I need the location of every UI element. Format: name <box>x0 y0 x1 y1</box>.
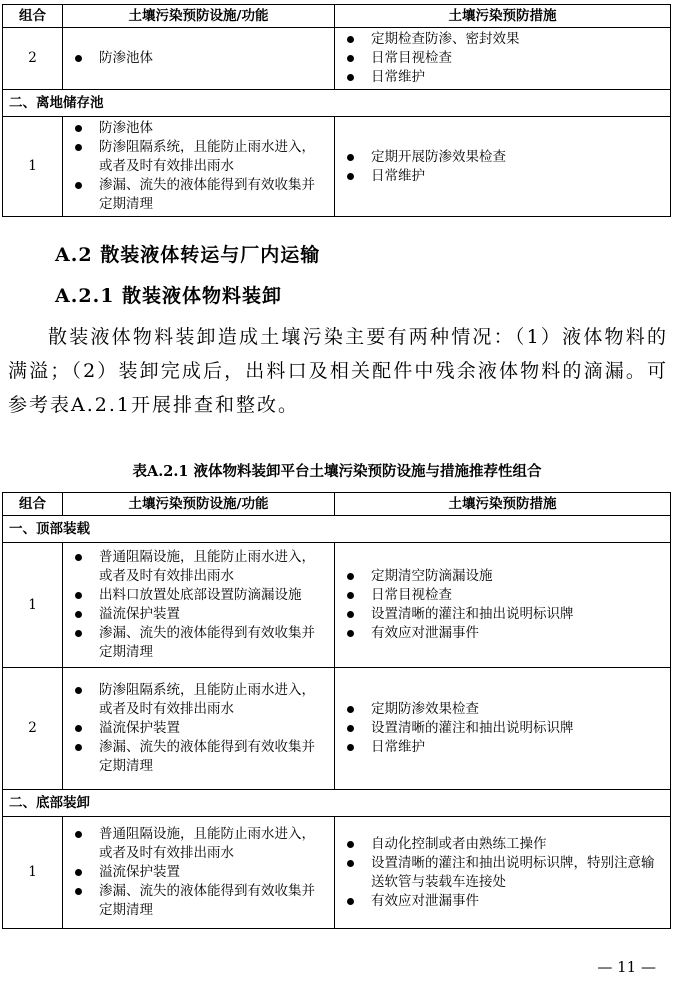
section-row <box>3 90 671 117</box>
table-row <box>3 28 671 90</box>
bullet-item: 定期防渗效果检查 <box>341 700 664 719</box>
bullet-item: 渗漏、流失的液体能得到有效收集并定期清理 <box>69 176 328 214</box>
header-combination: 组合 <box>3 5 63 28</box>
table-header-row <box>3 5 671 28</box>
table-a-2-1 <box>2 492 671 929</box>
bullet-item: 防渗池体 <box>69 49 328 68</box>
facility-cell <box>63 117 335 217</box>
facility-cell <box>63 543 335 668</box>
section-title: 二、离地储存池 <box>3 90 671 117</box>
bullet-item: 定期清空防滴漏设施 <box>341 567 664 586</box>
bullet-item: 溢流保护装置 <box>69 863 328 882</box>
bullet-item: 防渗阻隔系统，且能防止雨水进入，或者及时有效排出雨水 <box>69 138 328 176</box>
bullet-list <box>69 825 328 920</box>
bullet-item: 溢流保护装置 <box>69 719 328 738</box>
row-number: 2 <box>3 668 63 790</box>
facility-cell <box>63 28 335 90</box>
header-measures: 土壤污染预防措施 <box>335 493 671 516</box>
bullet-item: 日常维护 <box>341 68 664 87</box>
table-row <box>3 543 671 668</box>
table-header-row <box>3 493 671 516</box>
header-facility: 土壤污染预防设施/功能 <box>63 493 335 516</box>
bullet-item: 设置清晰的灌注和抽出说明标识牌，特别注意输送软管与装载车连接处 <box>341 854 664 892</box>
header-facility: 土壤污染预防设施/功能 <box>63 5 335 28</box>
measures-cell <box>335 28 671 90</box>
bullet-item: 定期检查防渗、密封效果 <box>341 30 664 49</box>
section-heading: A.2 散装液体转运与厂内运输 <box>55 244 321 266</box>
bullet-item: 设置清晰的灌注和抽出说明标识牌 <box>341 605 664 624</box>
row-number: 1 <box>3 117 63 217</box>
bullet-item: 自动化控制或者由熟练工操作 <box>341 835 664 854</box>
bullet-item: 设置清晰的灌注和抽出说明标识牌 <box>341 719 664 738</box>
row-number: 2 <box>3 28 63 90</box>
measures-cell <box>335 543 671 668</box>
bullet-item: 日常目视检查 <box>341 586 664 605</box>
facility-cell <box>63 817 335 929</box>
bullet-item: 防渗阻隔系统，且能防止雨水进入，或者及时有效排出雨水 <box>69 681 328 719</box>
bullet-list <box>341 835 664 911</box>
bullet-item: 出料口放置处底部设置防滴漏设施 <box>69 586 328 605</box>
bullet-item: 定期开展防渗效果检查 <box>341 148 664 167</box>
bullet-item: 普通阻隔设施，且能防止雨水进入，或者及时有效排出雨水 <box>69 825 328 863</box>
bullet-list <box>341 567 664 643</box>
section-title: 二、底部装卸 <box>3 790 671 817</box>
bullet-list <box>69 119 328 214</box>
row-number: 1 <box>3 817 63 929</box>
bullet-list <box>341 148 664 186</box>
bullet-list <box>69 49 328 68</box>
measures-cell <box>335 117 671 217</box>
bullet-list <box>341 30 664 87</box>
bullet-item: 有效应对泄漏事件 <box>341 624 664 643</box>
page-number: — 11 — <box>597 958 656 976</box>
section-title: 一、顶部装载 <box>3 516 671 543</box>
header-combination: 组合 <box>3 493 63 516</box>
bullet-item: 普通阻隔设施，且能防止雨水进入，或者及时有效排出雨水 <box>69 548 328 586</box>
continued-table <box>2 4 671 217</box>
bullet-item: 日常维护 <box>341 738 664 757</box>
subsection-heading: A.2.1 散装液体物料装卸 <box>55 285 283 307</box>
header-measures: 土壤污染预防措施 <box>335 5 671 28</box>
measures-cell <box>335 817 671 929</box>
bullet-list <box>69 548 328 662</box>
bullet-item: 日常目视检查 <box>341 49 664 68</box>
bullet-item: 渗漏、流失的液体能得到有效收集并定期清理 <box>69 738 328 776</box>
table-caption: 表A.2.1 液体物料装卸平台土壤污染预防设施与措施推荐性组合 <box>132 463 542 480</box>
table-row <box>3 817 671 929</box>
table-row <box>3 117 671 217</box>
bullet-item: 溢流保护装置 <box>69 605 328 624</box>
bullet-item: 防渗池体 <box>69 119 328 138</box>
bullet-item: 日常维护 <box>341 167 664 186</box>
facility-cell <box>63 668 335 790</box>
bullet-item: 渗漏、流失的液体能得到有效收集并定期清理 <box>69 624 328 662</box>
bullet-list <box>69 681 328 776</box>
table-row <box>3 668 671 790</box>
bullet-item: 渗漏、流失的液体能得到有效收集并定期清理 <box>69 882 328 920</box>
bullet-item: 有效应对泄漏事件 <box>341 892 664 911</box>
section-row <box>3 516 671 543</box>
measures-cell <box>335 668 671 790</box>
bullet-list <box>341 700 664 757</box>
row-number: 1 <box>3 543 63 668</box>
section-row <box>3 790 671 817</box>
body-paragraph: 散装液体物料装卸造成土壤污染主要有两种情况：（1）液体物料的满溢；（2）装卸完成后，出料口及相关配件中残余液体物料的滴漏。可参考表A.2.1开展排查和整改。 <box>8 326 668 416</box>
